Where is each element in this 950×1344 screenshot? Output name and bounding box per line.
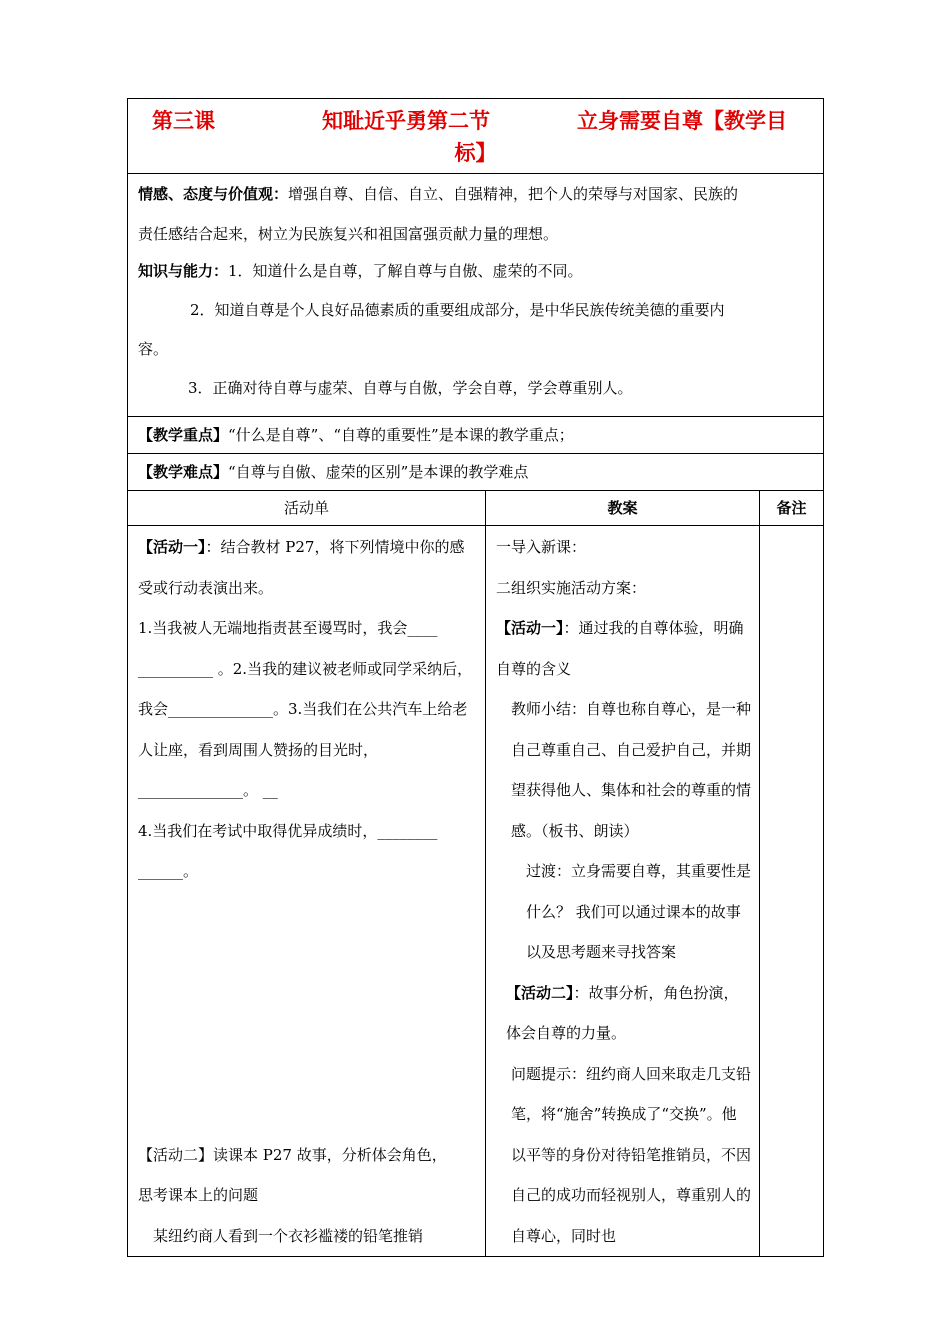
activity-1 — [138, 527, 477, 608]
title-cell — [128, 99, 824, 174]
goals-cell — [128, 174, 824, 417]
emotion-text-2: 责任感结合起来，树立为民族复兴和祖国富强贡献力量的理想。 — [138, 225, 559, 243]
ability-item-2b: 容。 — [138, 340, 169, 358]
title-lesson: 第三课 — [152, 109, 215, 133]
plan-intro: 一导入新课： — [496, 538, 587, 556]
question-hint: 问题提示：纽约商人回来取走几支铅笔，将“施舍”转换成了“交换”。他以平等的身份对待铅笔推销员，不因自己的成功而轻视别人，尊重别人的自尊心，同时也 — [511, 1064, 752, 1245]
plan-activity-2-text: ：故事分析，角色扮演，体会自尊的力量。 — [506, 983, 739, 1042]
ability-item-1: 1．知道什么是自尊，了解自尊与自傲、虚荣的不同。 — [228, 262, 583, 280]
question-4: 4.当我们在考试中取得优异成绩时，________ — [138, 821, 438, 840]
question-1: 1.当我被人无端地指责甚至谩骂时，我会____ — [138, 619, 438, 637]
plan-column — [486, 526, 760, 1257]
plan-activity-1-label: 【活动一】 — [496, 619, 564, 637]
plan-activity-1-text: ：通过我的自尊体验，明确自尊的含义 — [496, 619, 744, 678]
plan-activity-1 — [496, 608, 751, 689]
key-point-label: 【教学重点】 — [138, 426, 229, 444]
difficulty-label: 【教学难点】 — [138, 463, 229, 481]
activity-2-line-2: 思考课本上的问题 — [138, 1186, 259, 1204]
emotion-label: 情感、态度与价值观： — [138, 185, 289, 203]
page-title — [136, 105, 815, 169]
key-point-row — [128, 417, 824, 454]
plan-activity-2 — [496, 973, 751, 1054]
story-text: 某纽约商人看到一个衣衫褴褛的铅笔推销 — [153, 1226, 424, 1245]
activity-2-line-1: 【活动二】读课本 P27 故事，分析体会角色， — [138, 1145, 447, 1164]
title-continuation: 标】 — [454, 141, 497, 165]
ability-item-2a: 2．知道自尊是个人良好品德素质的重要组成部分，是中华民族传统美德的重要内 — [190, 301, 725, 319]
difficulty-text: “自尊与自傲、虚荣的区别”是本课的教学难点 — [228, 463, 529, 481]
emotion-text-1: 增强自尊、自信、自立、自强精神，把个人的荣辱与对国家、民族的 — [288, 185, 739, 203]
activity-1-label: 【活动一】 — [138, 538, 206, 556]
spacer — [138, 892, 477, 1135]
header-plan: 教案 — [486, 491, 760, 526]
key-point-text: “什么是自尊”、“自尊的重要性”是本课的教学重点； — [228, 426, 574, 444]
difficulty-row — [128, 454, 824, 491]
plan-step-2: 二组织实施活动方案： — [496, 578, 647, 597]
plan-activity-2-label: 【活动二】 — [506, 983, 574, 1002]
transition-text: 过渡：立身需要自尊，其重要性是什么？ 我们可以通过课本的故事以及思考题来寻找答案 — [526, 862, 752, 961]
header-activity: 活动单 — [128, 491, 486, 526]
teacher-summary: 教师小结：自尊也称自尊心，是一种自己尊重自己、自己爱护自己，并期望获得他人、集体和社会的尊重的情感。（板书、朗读） — [511, 700, 752, 840]
title-chapter: 知耻近乎勇第二节 — [322, 109, 490, 133]
activity-1-text: ：结合教材 P27，将下列情境中你的感受或行动表演出来。 — [138, 538, 465, 597]
questions-2-3: __________ 。2.当我的建议被老师或同学采纳后，我会______________。3.当我们在公共汽车上给老人让座，看到周围人赞扬的目光时，______________。 __ — [138, 659, 473, 799]
ability-label: 知识与能力： — [138, 262, 229, 280]
title-section: 立身需要自尊【教学目 — [577, 109, 787, 133]
lesson-plan-table — [127, 98, 824, 1257]
emotion-goal — [128, 174, 823, 214]
lesson-plan-document — [127, 98, 823, 1257]
ability-item-3: 3．正确对待自尊与虚荣、自尊与自傲，学会自尊，学会尊重别人。 — [188, 379, 633, 397]
activity-column — [128, 526, 486, 1257]
header-notes: 备注 — [760, 491, 824, 526]
question-4-blank: ______。 — [138, 862, 199, 880]
notes-column — [760, 526, 824, 1257]
ability-goal — [128, 254, 823, 288]
